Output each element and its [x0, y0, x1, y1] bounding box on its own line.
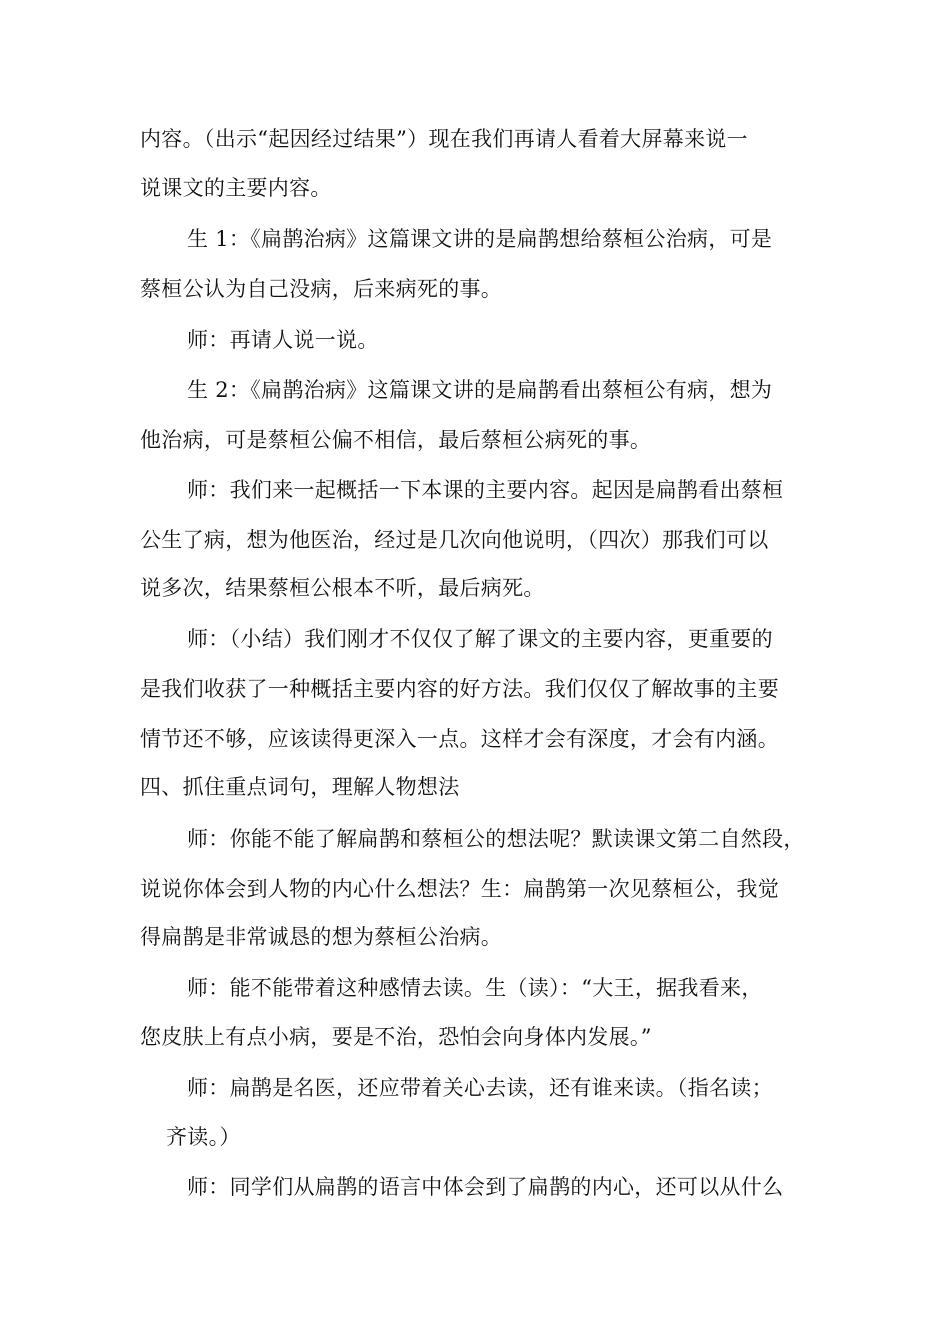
text-line: 生 2：《扁鹊治病》这篇课文讲的是扁鹊看出蔡桓公有病，想为 [187, 378, 773, 402]
text-line: 师：扁鹊是名医，还应带着关心去读，还有谁来读。（指名读； [187, 1076, 773, 1100]
text-line: 说多次，结果蔡桓公根本不听，最后病死。 [140, 576, 545, 600]
section-heading: 四、抓住重点词句，理解人物想法 [140, 775, 460, 799]
text-line: 说说你体会到人物的内心什么想法？生：扁鹊第一次见蔡桓公，我觉 [140, 877, 779, 901]
text-line: 得扁鹊是非常诚恳的想为蔡桓公治病。 [140, 925, 503, 949]
text-line: 您皮肤上有点小病，要是不治，恐怕会向身体内发展。” [140, 1025, 652, 1049]
text-line: 师：同学们从扁鹊的语言中体会到了扁鹊的内心，还可以从什么 [187, 1175, 784, 1199]
text-line: 蔡桓公认为自己没病，后来病死的事。 [140, 277, 503, 301]
text-line: 生 1：《扁鹊治病》这篇课文讲的是扁鹊想给蔡桓公治病，可是 [187, 227, 773, 251]
text-line: 内容。（出示“起因经过结果”）现在我们再请人看着大屏幕来说一 [140, 127, 748, 151]
text-line: 师：我们来一起概括一下本课的主要内容。起因是扁鹊看出蔡桓 [187, 478, 784, 502]
text-line: 说课文的主要内容。 [140, 176, 332, 200]
text-line: 师：你能不能了解扁鹊和蔡桓公的想法呢？默读课文第二自然段， [187, 827, 805, 851]
text-line: 是我们收获了一种概括主要内容的好方法。我们仅仅了解故事的主要 [140, 677, 779, 701]
text-line: 师：能不能带着这种感情去读。生（读）：“大王，据我看来， [187, 976, 763, 1000]
text-line: 他治病，可是蔡桓公偏不相信，最后蔡桓公病死的事。 [140, 428, 652, 452]
text-line: 师：再请人说一说。 [187, 328, 379, 352]
text-line: 公生了病，想为他医治，经过是几次向他说明，（四次）那我们可以 [140, 528, 769, 552]
text-line: 师：（小结）我们刚才不仅仅了解了课文的主要内容，更重要的 [187, 627, 773, 651]
text-line: 情节还不够，应该读得更深入一点。这样才会有深度，才会有内涵。 [140, 727, 779, 751]
text-line: 齐读。） [166, 1125, 241, 1149]
